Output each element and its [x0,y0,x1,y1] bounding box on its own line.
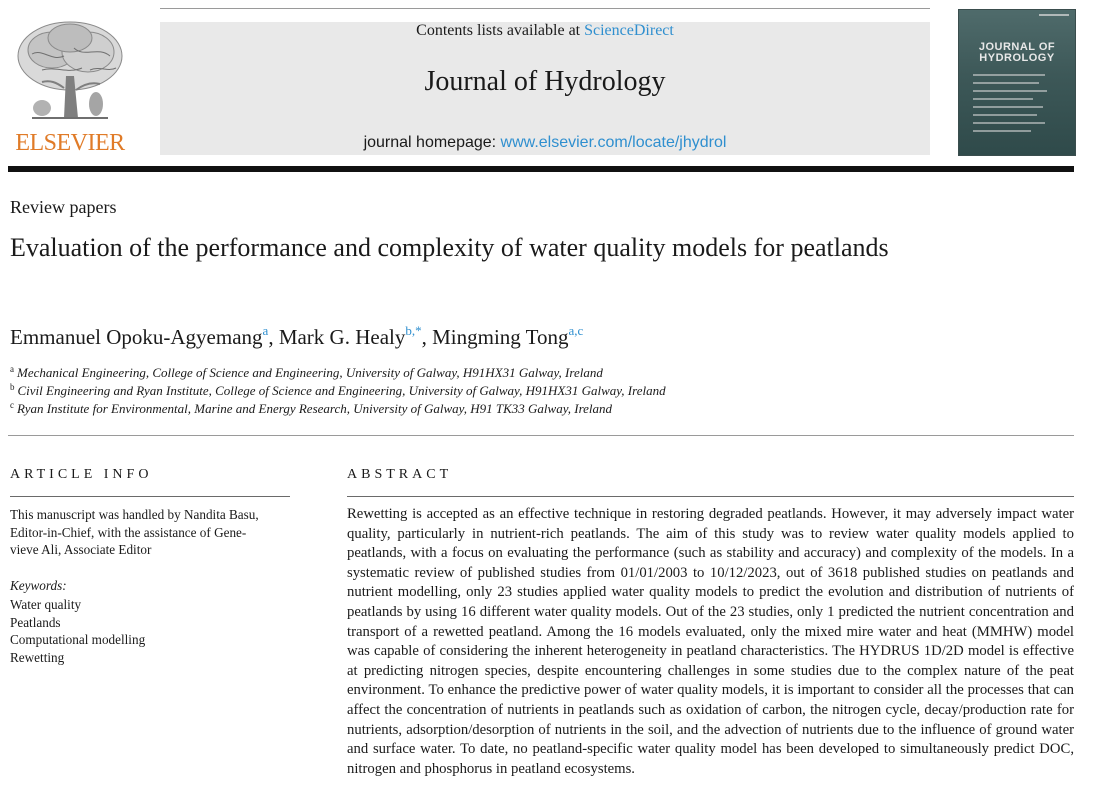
cover-text-line [973,114,1037,116]
author-separator: , [268,325,279,349]
author-name[interactable]: Mingming Tong [432,325,569,349]
abstract-heading: ABSTRACT [347,467,453,482]
journal-cover-thumbnail[interactable] [958,9,1076,156]
editor-note-line: vieve Ali, Associate Editor [10,542,152,557]
editor-note [10,506,295,559]
affiliation-item [10,364,666,382]
journal-banner [160,22,930,155]
homepage-prefix: journal homepage: [363,134,501,151]
cover-text-line [973,90,1047,92]
journal-header [0,0,1095,172]
homepage-line [160,134,930,152]
affiliation-mark: b [10,382,15,392]
author-name[interactable]: Mark G. Healy [278,325,406,349]
elsevier-wordmark: ELSEVIER [15,130,125,156]
abstract-rule [347,496,1074,497]
author-affiliation-mark[interactable]: a [262,323,269,338]
keyword-item: Computational modelling [10,632,146,647]
cover-text-line [973,122,1045,124]
article-info-heading: ARTICLE INFO [10,467,153,482]
cover-text-line [973,98,1033,100]
paper-title: Evaluation of the performance and complexity of water quality models for peatlands [10,233,889,262]
cover-text-line [973,106,1043,108]
title-divider [8,435,1074,436]
cover-text-line [973,74,1045,76]
article-info-rule [10,496,290,497]
author-separator: , [421,325,433,349]
cover-title-line2: HYDROLOGY [979,52,1055,64]
cover-title-line1: JOURNAL OF [978,41,1056,53]
contents-prefix: Contents lists available at [416,22,585,39]
author-affiliation-mark[interactable]: a,c [568,323,584,338]
keyword-item: Rewetting [10,649,65,665]
affiliation-text: Mechanical Engineering, College of Science and Engineering, University of Galway, H91HX31 Galway, Ireland [17,365,603,380]
cover-topbar [1039,14,1069,16]
editor-note-line: This manuscript was handled by Nandita Basu, [10,507,259,522]
author-name[interactable]: Emmanuel Opoku-Agyemang [10,325,263,349]
affiliation-list [10,364,666,418]
editor-note-line: Editor-in-Chief, with the assistance of Gene- [10,524,247,540]
cover-text-line [973,82,1039,84]
journal-title: Journal of Hydrology [424,66,666,97]
author-affiliation-mark[interactable]: b,* [405,323,422,338]
keyword-item: Water quality [10,597,82,612]
keyword-list [10,596,145,666]
affiliation-text: Ryan Institute for Environmental, Marine and Energy Research, University of Galway, H91 TK33 Galway, Ireland [17,401,613,416]
keywords-heading: Keywords: [10,578,67,593]
cover-title [959,42,1075,64]
keyword-item: Peatlands [10,614,61,630]
homepage-link[interactable]: www.elsevier.com/locate/jhydrol [500,134,727,151]
header-top-rule [160,8,930,9]
abstract-body: Rewetting is accepted as an effective technique in restoring degraded peatlands. However, it may adversely impact water quality, particularly in nutrient-rich peatlands. The aim of this study was to review water quality models applied to peatlands, with a focus on evaluating the performance (such as stability and accuracy) and complexity of the models. In a systematic review of published studies from 01/01/2003 to 10/12/2023, out of 3618 published studies on peatlands and nutrient modelling, only 23 studies applied water quality models to predict the evolution and distribution of nutrients of peatlands by using 16 different water quality models. Out of the 23 studies, only 1 predicted the nutrient concentration and transport of a rewetted peatland. Among the 16 models evaluated, only the mixed mire water and heat (MMHW) model was capable of considering the inherent heterogeneity in peatland characteristics. The HYDRUS 1D/2D model is effective at predicting nitrogen species, despite encountering challenges in some studies due to the complex nature of the peat environment. To enhance the predictive power of water quality models, it is important to consider all the processes that can affect the concentration of nutrients in peatlands such as oxidation of carbon, the nitrogen cycle, decay/production rate for nutrients, adsorption/desorption of nutrients in the soil, and the advection of nutrients due to the influence of ground water and surface water. To date, no peatland-specific water quality model has been developed to simultaneously predict DOC, nitrogen and phosphorus in peatland ecosystems. [347,506,1074,777]
section-type: Review papers [10,197,117,217]
publisher-logo[interactable] [8,18,132,158]
cover-text-line [973,130,1031,132]
author-list [10,325,583,350]
header-bottom-rule [8,166,1074,172]
affiliation-item [10,400,666,418]
affiliation-item [10,382,666,400]
affiliation-text: Civil Engineering and Ryan Institute, College of Science and Engineering, University of Galway, H91HX31 Galway, Ireland [17,383,666,398]
affiliation-mark: a [10,364,14,374]
contents-line [160,22,930,40]
elsevier-tree-icon [12,18,128,126]
sciencedirect-link[interactable]: ScienceDirect [584,22,674,39]
affiliation-mark: c [10,400,14,410]
